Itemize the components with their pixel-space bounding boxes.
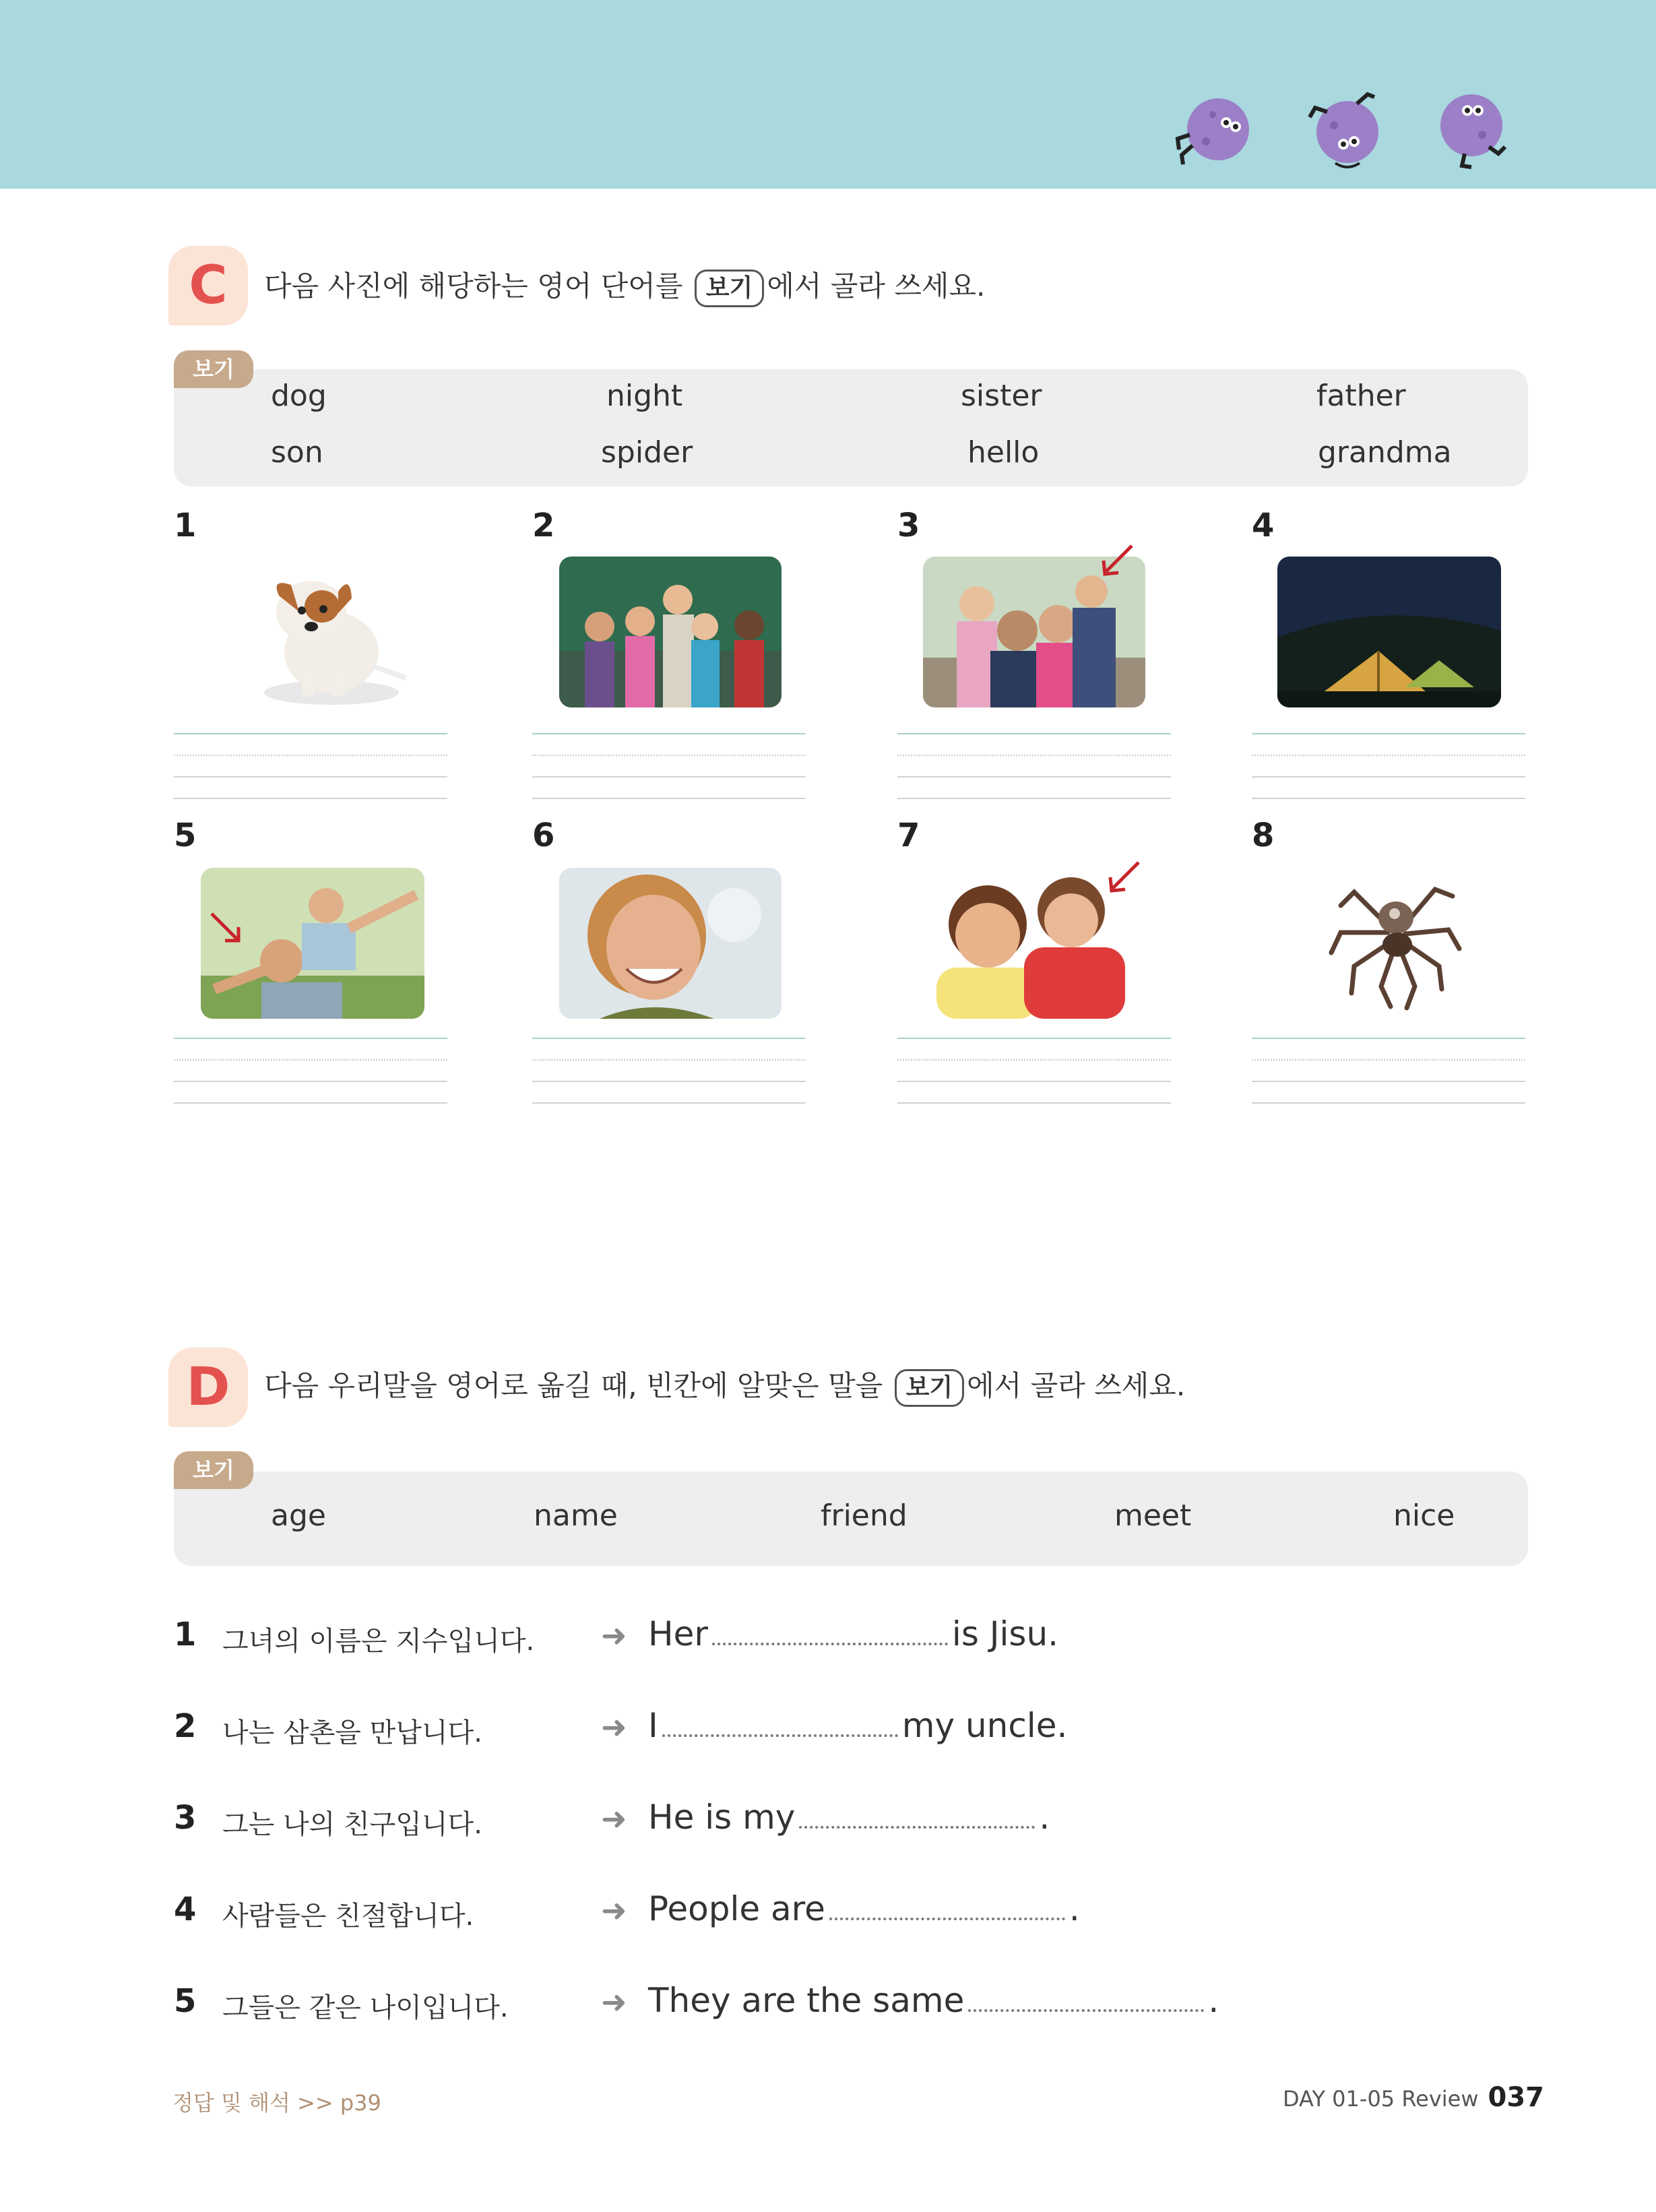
answer-lines[interactable] — [532, 1038, 806, 1105]
arrow-icon: ➜ — [601, 1617, 627, 1653]
question-number: 4 — [1252, 507, 1275, 544]
section-d-letter: D — [186, 1357, 230, 1418]
bogi-inline-label: 보기 — [695, 270, 765, 307]
question-number: 7 — [897, 817, 920, 854]
question-number: 3 — [174, 1799, 197, 1837]
word-bank-item: friend — [821, 1498, 907, 1533]
question-number: 5 — [174, 1982, 197, 2020]
arrow-icon: ➜ — [601, 1984, 627, 2020]
siblings-photo — [923, 862, 1129, 1019]
page-number: 037 — [1488, 2082, 1544, 2113]
question-number: 5 — [174, 817, 197, 854]
question-number: 2 — [532, 507, 555, 544]
answer-lines[interactable] — [897, 733, 1171, 800]
korean-sentence: 그는 나의 친구입니다. — [222, 1809, 482, 1840]
bogi-tab-c: 보기 — [174, 350, 253, 388]
bogi-tab-d: 보기 — [174, 1451, 253, 1489]
english-sentence: People are . — [648, 1889, 1080, 1928]
word-bank-item: dog — [271, 379, 327, 413]
korean-sentence: 나는 삼촌을 만납니다. — [222, 1717, 482, 1748]
section-c-letter: C — [189, 255, 228, 316]
question-number: 2 — [174, 1707, 197, 1745]
blank-field[interactable] — [712, 1616, 948, 1645]
word-bank-item: nice — [1393, 1498, 1455, 1533]
grandma-photo — [559, 868, 782, 1019]
word-bank-item: age — [271, 1498, 326, 1533]
section-d-instruction: 다음 우리말을 영어로 옮길 때, 빈칸에 알맞은 말을 보기 에서 골라 쓰세요. — [264, 1364, 1185, 1407]
korean-sentence: 사람들은 친절합니다. — [222, 1901, 474, 1932]
word-bank-item: son — [271, 435, 323, 470]
word-bank-item: spider — [601, 435, 693, 470]
pointer-arrow-icon — [1104, 857, 1144, 897]
answer-lines[interactable] — [174, 733, 447, 800]
tent-night-photo — [1277, 557, 1501, 707]
mascot-blob-icon — [1166, 88, 1260, 175]
mascot-blob-icon — [1300, 88, 1395, 175]
mascot-blob-icon — [1428, 88, 1523, 175]
section-c-badge — [168, 246, 248, 325]
english-sentence: He is my . — [648, 1798, 1050, 1837]
word-bank-item: father — [1316, 379, 1406, 413]
blank-field[interactable] — [968, 1982, 1204, 2012]
word-bank-item: grandma — [1318, 435, 1452, 470]
spider-photo — [1320, 865, 1469, 1013]
english-sentence: I my uncle. — [648, 1706, 1068, 1745]
korean-sentence: 그녀의 이름은 지수입니다. — [222, 1626, 535, 1657]
answer-reference: 정답 및 해석 >> p39 — [172, 2090, 381, 2116]
question-number: 4 — [174, 1891, 197, 1928]
answer-lines[interactable] — [174, 1038, 447, 1105]
section-d-badge — [168, 1348, 248, 1427]
pointer-arrow-icon — [1097, 540, 1137, 581]
word-bank-item: sister — [961, 379, 1042, 413]
question-number: 3 — [897, 507, 920, 544]
blank-field[interactable] — [829, 1891, 1065, 1920]
word-bank-item: meet — [1114, 1498, 1192, 1533]
answer-lines[interactable] — [1252, 733, 1525, 800]
question-number: 8 — [1252, 817, 1275, 854]
bogi-inline-label: 보기 — [895, 1369, 965, 1407]
blank-field[interactable] — [799, 1799, 1035, 1829]
blank-field[interactable] — [662, 1707, 898, 1737]
answer-lines[interactable] — [532, 733, 806, 800]
answer-lines[interactable] — [897, 1038, 1171, 1105]
top-banner — [0, 0, 1656, 189]
page-footer — [1283, 2082, 1544, 2113]
english-sentence: They are the same . — [648, 1981, 1219, 2020]
pointer-arrow-icon — [206, 908, 247, 949]
answer-lines[interactable] — [1252, 1038, 1525, 1105]
section-c-instruction: 다음 사진에 해당하는 영어 단어를 보기 에서 골라 쓰세요. — [264, 264, 985, 307]
puppy-photo — [237, 565, 412, 713]
children-waving-photo — [559, 557, 782, 707]
arrow-icon: ➜ — [601, 1892, 627, 1928]
arrow-icon: ➜ — [601, 1800, 627, 1837]
arrow-icon: ➜ — [601, 1709, 627, 1745]
word-bank-item: night — [606, 379, 683, 413]
question-number: 1 — [174, 1616, 197, 1653]
english-sentence: Her is Jisu. — [648, 1614, 1059, 1653]
word-bank-item: name — [534, 1498, 618, 1533]
question-number: 1 — [174, 507, 197, 544]
word-bank-item: hello — [967, 435, 1040, 470]
review-label: DAY 01-05 Review — [1282, 2086, 1479, 2112]
question-number: 6 — [532, 817, 555, 854]
korean-sentence: 그들은 같은 나이입니다. — [222, 1992, 509, 2023]
